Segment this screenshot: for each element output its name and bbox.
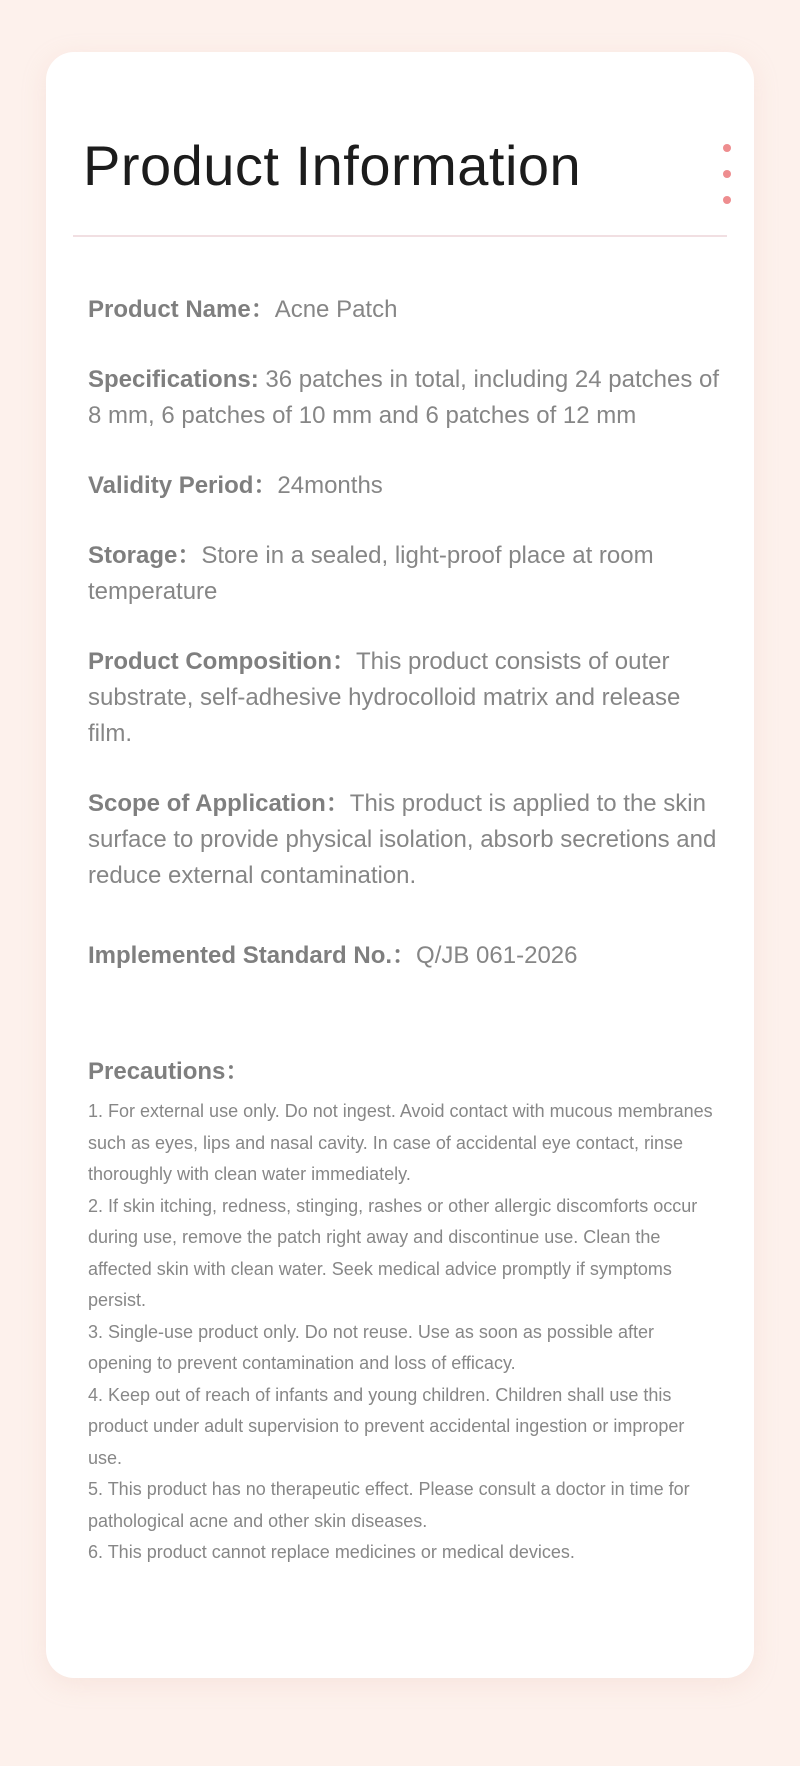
header-divider	[73, 235, 727, 237]
menu-dot	[723, 170, 731, 178]
precautions-title: Precautions：	[88, 1058, 250, 1085]
info-fields	[88, 292, 722, 1008]
field-label: Specifications:	[88, 366, 266, 393]
field-label: Product Composition：	[88, 648, 356, 675]
field-label: Implemented Standard No.：	[88, 942, 417, 969]
field-value: Store in a sealed, light-proof place at room temperature	[88, 542, 654, 605]
precautions-section	[88, 1054, 722, 1569]
field-value: Q/JB 061-2026	[416, 942, 578, 969]
precaution-item: 3. Single-use product only. Do not reuse. Use as soon as possible after opening to prevent contamination and loss of efficacy.	[88, 1321, 654, 1373]
page-title: Product Information	[83, 134, 582, 197]
field-storage	[88, 538, 722, 610]
field-label: Product Name：	[88, 296, 275, 323]
field-value: 36 patches in total, including 24 patches of 8 mm, 6 patches of 10 mm and 6 patches of 12 mm	[88, 366, 720, 429]
precautions-list	[88, 1096, 722, 1569]
more-vertical-icon[interactable]	[712, 144, 742, 204]
field-label: Validity Period：	[88, 472, 278, 499]
field-specifications	[88, 362, 722, 434]
field-label: Scope of Application：	[88, 790, 350, 817]
field-value: This product consists of outer substrate, self-adhesive hydrocolloid matrix and release film.	[88, 648, 681, 747]
precaution-item: 2. If skin itching, redness, stinging, rashes or other allergic discomforts occur during use, remove the patch right away and discontinue use. Clean the affected skin with clean water. Seek medical advice promptly if symptoms persist.	[88, 1195, 698, 1310]
field-product-composition	[88, 644, 722, 752]
field-validity-period	[88, 468, 722, 504]
field-label: Storage：	[88, 542, 202, 569]
field-value: Acne Patch	[274, 296, 398, 323]
field-value: This product is applied to the skin surface to provide physical isolation, absorb secretions and reduce external contamination.	[88, 790, 717, 889]
field-implemented-standard	[88, 938, 722, 974]
product-info-card	[46, 52, 754, 1678]
field-product-name	[88, 292, 722, 328]
menu-dot	[723, 196, 731, 204]
precaution-item: 5. This product has no therapeutic effect. Please consult a doctor in time for pathological acne and other skin diseases.	[88, 1479, 690, 1531]
menu-dot	[723, 144, 731, 152]
field-value: 24months	[277, 472, 383, 499]
precaution-item: 6. This product cannot replace medicines or medical devices.	[88, 1542, 575, 1562]
precaution-item: 4. Keep out of reach of infants and young children. Children shall use this product under adult supervision to prevent accidental ingestion or improper use.	[88, 1384, 685, 1468]
precaution-item: 1. For external use only. Do not ingest. Avoid contact with mucous membranes such as eyes, lips and nasal cavity. In case of accidental eye contact, rinse thoroughly with clean water immediately.	[88, 1101, 713, 1184]
field-scope-of-application	[88, 786, 722, 894]
